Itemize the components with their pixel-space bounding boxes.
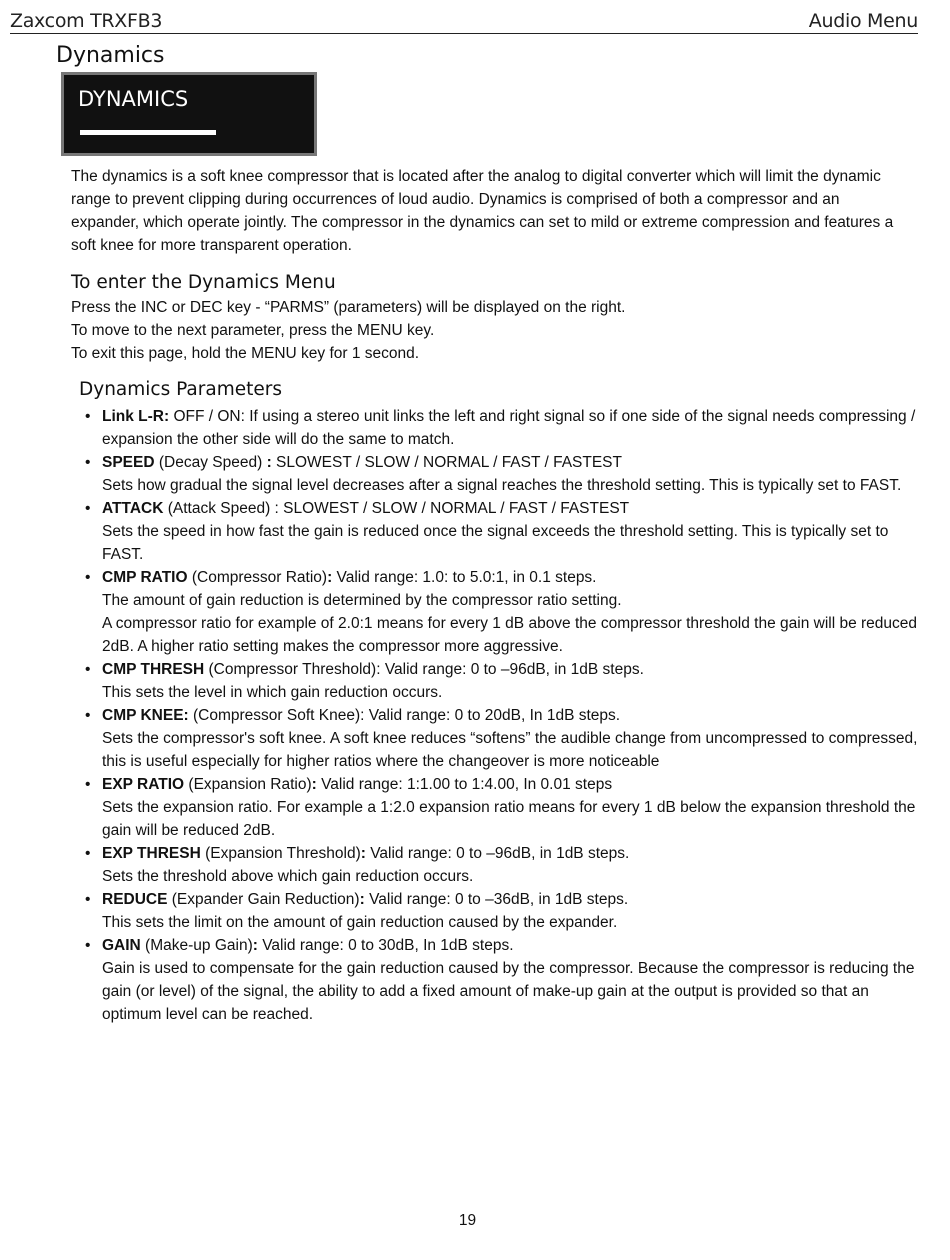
parameter-item bbox=[84, 773, 926, 842]
parameter-explanation: This sets the limit on the amount of gain reduction caused by the expander. bbox=[102, 914, 618, 931]
parameters-list bbox=[84, 405, 926, 1026]
parameter-name: CMP RATIO bbox=[102, 569, 188, 586]
bullet-icon: • bbox=[85, 937, 91, 954]
parameter-definition bbox=[102, 405, 926, 451]
parameter-name: REDUCE bbox=[102, 891, 168, 908]
enter-menu-instructions bbox=[71, 296, 906, 365]
parameter-separator: : bbox=[327, 569, 333, 586]
bullet-icon: • bbox=[85, 569, 91, 586]
parameter-definition bbox=[102, 773, 926, 796]
instruction-line: To move to the next parameter, press the MENU key. bbox=[71, 322, 435, 339]
parameter-explanation: Sets the speed in how fast the gain is reduced once the signal exceeds the threshold setting. This is typically set to FAST. bbox=[102, 523, 889, 563]
parameter-range: Valid range: 0 to –36dB, in 1dB steps. bbox=[364, 891, 629, 908]
parameter-name: EXP RATIO bbox=[102, 776, 185, 793]
parameter-definition bbox=[102, 566, 926, 589]
parameter-name: CMP THRESH bbox=[102, 661, 205, 678]
parameter-explanation: This sets the level in which gain reduction occurs. bbox=[102, 684, 443, 701]
parameter-definition bbox=[102, 658, 926, 681]
instruction-line: Press the INC or DEC key - “PARMS” (parameters) will be displayed on the right. bbox=[71, 299, 626, 316]
parameter-item bbox=[84, 451, 926, 497]
page-header bbox=[10, 9, 918, 34]
parameter-description: (Decay Speed) bbox=[154, 454, 267, 471]
bullet-icon: • bbox=[85, 661, 91, 678]
bullet-icon: • bbox=[85, 776, 91, 793]
parameter-separator: : bbox=[311, 776, 317, 793]
parameter-name: EXP THRESH bbox=[102, 845, 201, 862]
section-title: Dynamics bbox=[56, 43, 165, 68]
lcd-underline-bar bbox=[80, 130, 216, 135]
parameter-definition bbox=[102, 451, 926, 474]
header-product: Zaxcom TRXFB3 bbox=[10, 10, 163, 32]
parameter-range: Valid range: 0 to –96dB, in 1dB steps. bbox=[365, 845, 630, 862]
lcd-screen-image bbox=[61, 72, 317, 156]
parameter-definition bbox=[102, 704, 926, 727]
parameter-separator: : bbox=[252, 937, 258, 954]
bullet-icon: • bbox=[85, 707, 91, 724]
parameter-explanation: Sets the expansion ratio. For example a 1:2.0 expansion ratio means for every 1 dB below the expansion threshold the gain will be reduced 2dB. bbox=[102, 799, 916, 839]
parameter-name: GAIN bbox=[102, 937, 141, 954]
parameter-range: SLOWEST / SLOW / NORMAL / FAST / FASTEST bbox=[271, 454, 622, 471]
bullet-icon: • bbox=[85, 408, 91, 425]
parameter-description: (Expansion Threshold) bbox=[200, 845, 361, 862]
parameter-item bbox=[84, 497, 926, 566]
parameters-heading: Dynamics Parameters bbox=[79, 379, 282, 400]
parameter-definition bbox=[102, 934, 926, 957]
parameter-range: Valid range: 0 to 20dB, In 1dB steps. bbox=[368, 707, 621, 724]
parameter-item bbox=[84, 704, 926, 773]
lcd-title: DYNAMICS bbox=[78, 87, 189, 111]
parameter-range: OFF / ON: If using a stereo unit links the left and right signal so if one side of the signal needs compressing / expansion the other side will do the same to match. bbox=[102, 408, 916, 448]
parameter-name: ATTACK bbox=[102, 500, 164, 517]
parameter-item bbox=[84, 405, 926, 451]
parameter-description: (Make-up Gain) bbox=[140, 937, 253, 954]
bullet-icon: • bbox=[85, 500, 91, 517]
page-number: 19 bbox=[458, 1212, 477, 1229]
parameter-name: SPEED bbox=[102, 454, 155, 471]
parameter-item bbox=[84, 934, 926, 1026]
instruction-line: To exit this page, hold the MENU key for 1 second. bbox=[71, 345, 420, 362]
parameter-separator: : bbox=[360, 845, 366, 862]
parameter-separator: : bbox=[359, 891, 365, 908]
parameter-description: (Expander Gain Reduction) bbox=[167, 891, 360, 908]
parameter-description: (Compressor Ratio) bbox=[187, 569, 328, 586]
parameter-description: (Compressor Threshold): bbox=[204, 661, 385, 678]
intro-paragraph: The dynamics is a soft knee compressor that is located after the analog to digital converter which will limit the dynamic range to prevent clipping during occurrences of loud audio. Dynamics is comprised of both a compressor and an expander, which operate jointly. The compressor in the dynamics can set to mild or extreme compression and features a soft knee for more transparent operation. bbox=[71, 168, 894, 254]
bullet-icon: • bbox=[85, 454, 91, 471]
parameter-range: Valid range: 1.0: to 5.0:1, in 0.1 steps. bbox=[332, 569, 597, 586]
parameter-definition bbox=[102, 888, 926, 911]
bullet-icon: • bbox=[85, 845, 91, 862]
parameter-description: (Expansion Ratio) bbox=[184, 776, 312, 793]
parameter-name: Link L-R: bbox=[102, 408, 170, 425]
parameter-description: (Compressor Soft Knee): bbox=[188, 707, 369, 724]
parameter-explanation: Sets how gradual the signal level decreases after a signal reaches the threshold setting. This is typically set to FAST. bbox=[102, 477, 902, 494]
parameter-explanation: The amount of gain reduction is determined by the compressor ratio setting. bbox=[102, 592, 622, 609]
parameter-description: (Attack Speed) : bbox=[163, 500, 284, 517]
parameter-explanation: Sets the compressor's soft knee. A soft knee reduces “softens” the audible change from uncompressed to compressed, this is useful especially for higher ratios where the changeover is more noticeable bbox=[102, 730, 918, 770]
parameter-range: Valid range: 0 to –96dB, in 1dB steps. bbox=[384, 661, 644, 678]
bullet-icon: • bbox=[85, 891, 91, 908]
parameter-range: Valid range: 1:1.00 to 1:4.00, In 0.01 steps bbox=[316, 776, 613, 793]
parameter-explanation: Gain is used to compensate for the gain reduction caused by the compressor. Because the compressor is reducing the gain (or level) of the signal, the ability to add a fixed amount of make-up gain at the output is provided so that an optimum level can be reached. bbox=[102, 960, 915, 1023]
enter-menu-heading: To enter the Dynamics Menu bbox=[71, 272, 336, 293]
parameter-explanation: A compressor ratio for example of 2.0:1 means for every 1 dB above the compressor threshold the gain will be reduced 2dB. A higher ratio setting makes the compressor more aggressive. bbox=[102, 615, 918, 655]
parameter-range: Valid range: 0 to 30dB, In 1dB steps. bbox=[257, 937, 514, 954]
parameter-definition bbox=[102, 497, 926, 520]
header-section: Audio Menu bbox=[808, 10, 918, 32]
parameter-item bbox=[84, 888, 926, 934]
parameter-item bbox=[84, 658, 926, 704]
parameter-explanation: Sets the threshold above which gain reduction occurs. bbox=[102, 868, 474, 885]
parameter-range: SLOWEST / SLOW / NORMAL / FAST / FASTEST bbox=[283, 500, 630, 517]
parameter-definition bbox=[102, 842, 926, 865]
parameter-name: CMP KNEE: bbox=[102, 707, 189, 724]
parameter-separator: : bbox=[266, 454, 272, 471]
parameter-item bbox=[84, 842, 926, 888]
parameter-item bbox=[84, 566, 926, 658]
